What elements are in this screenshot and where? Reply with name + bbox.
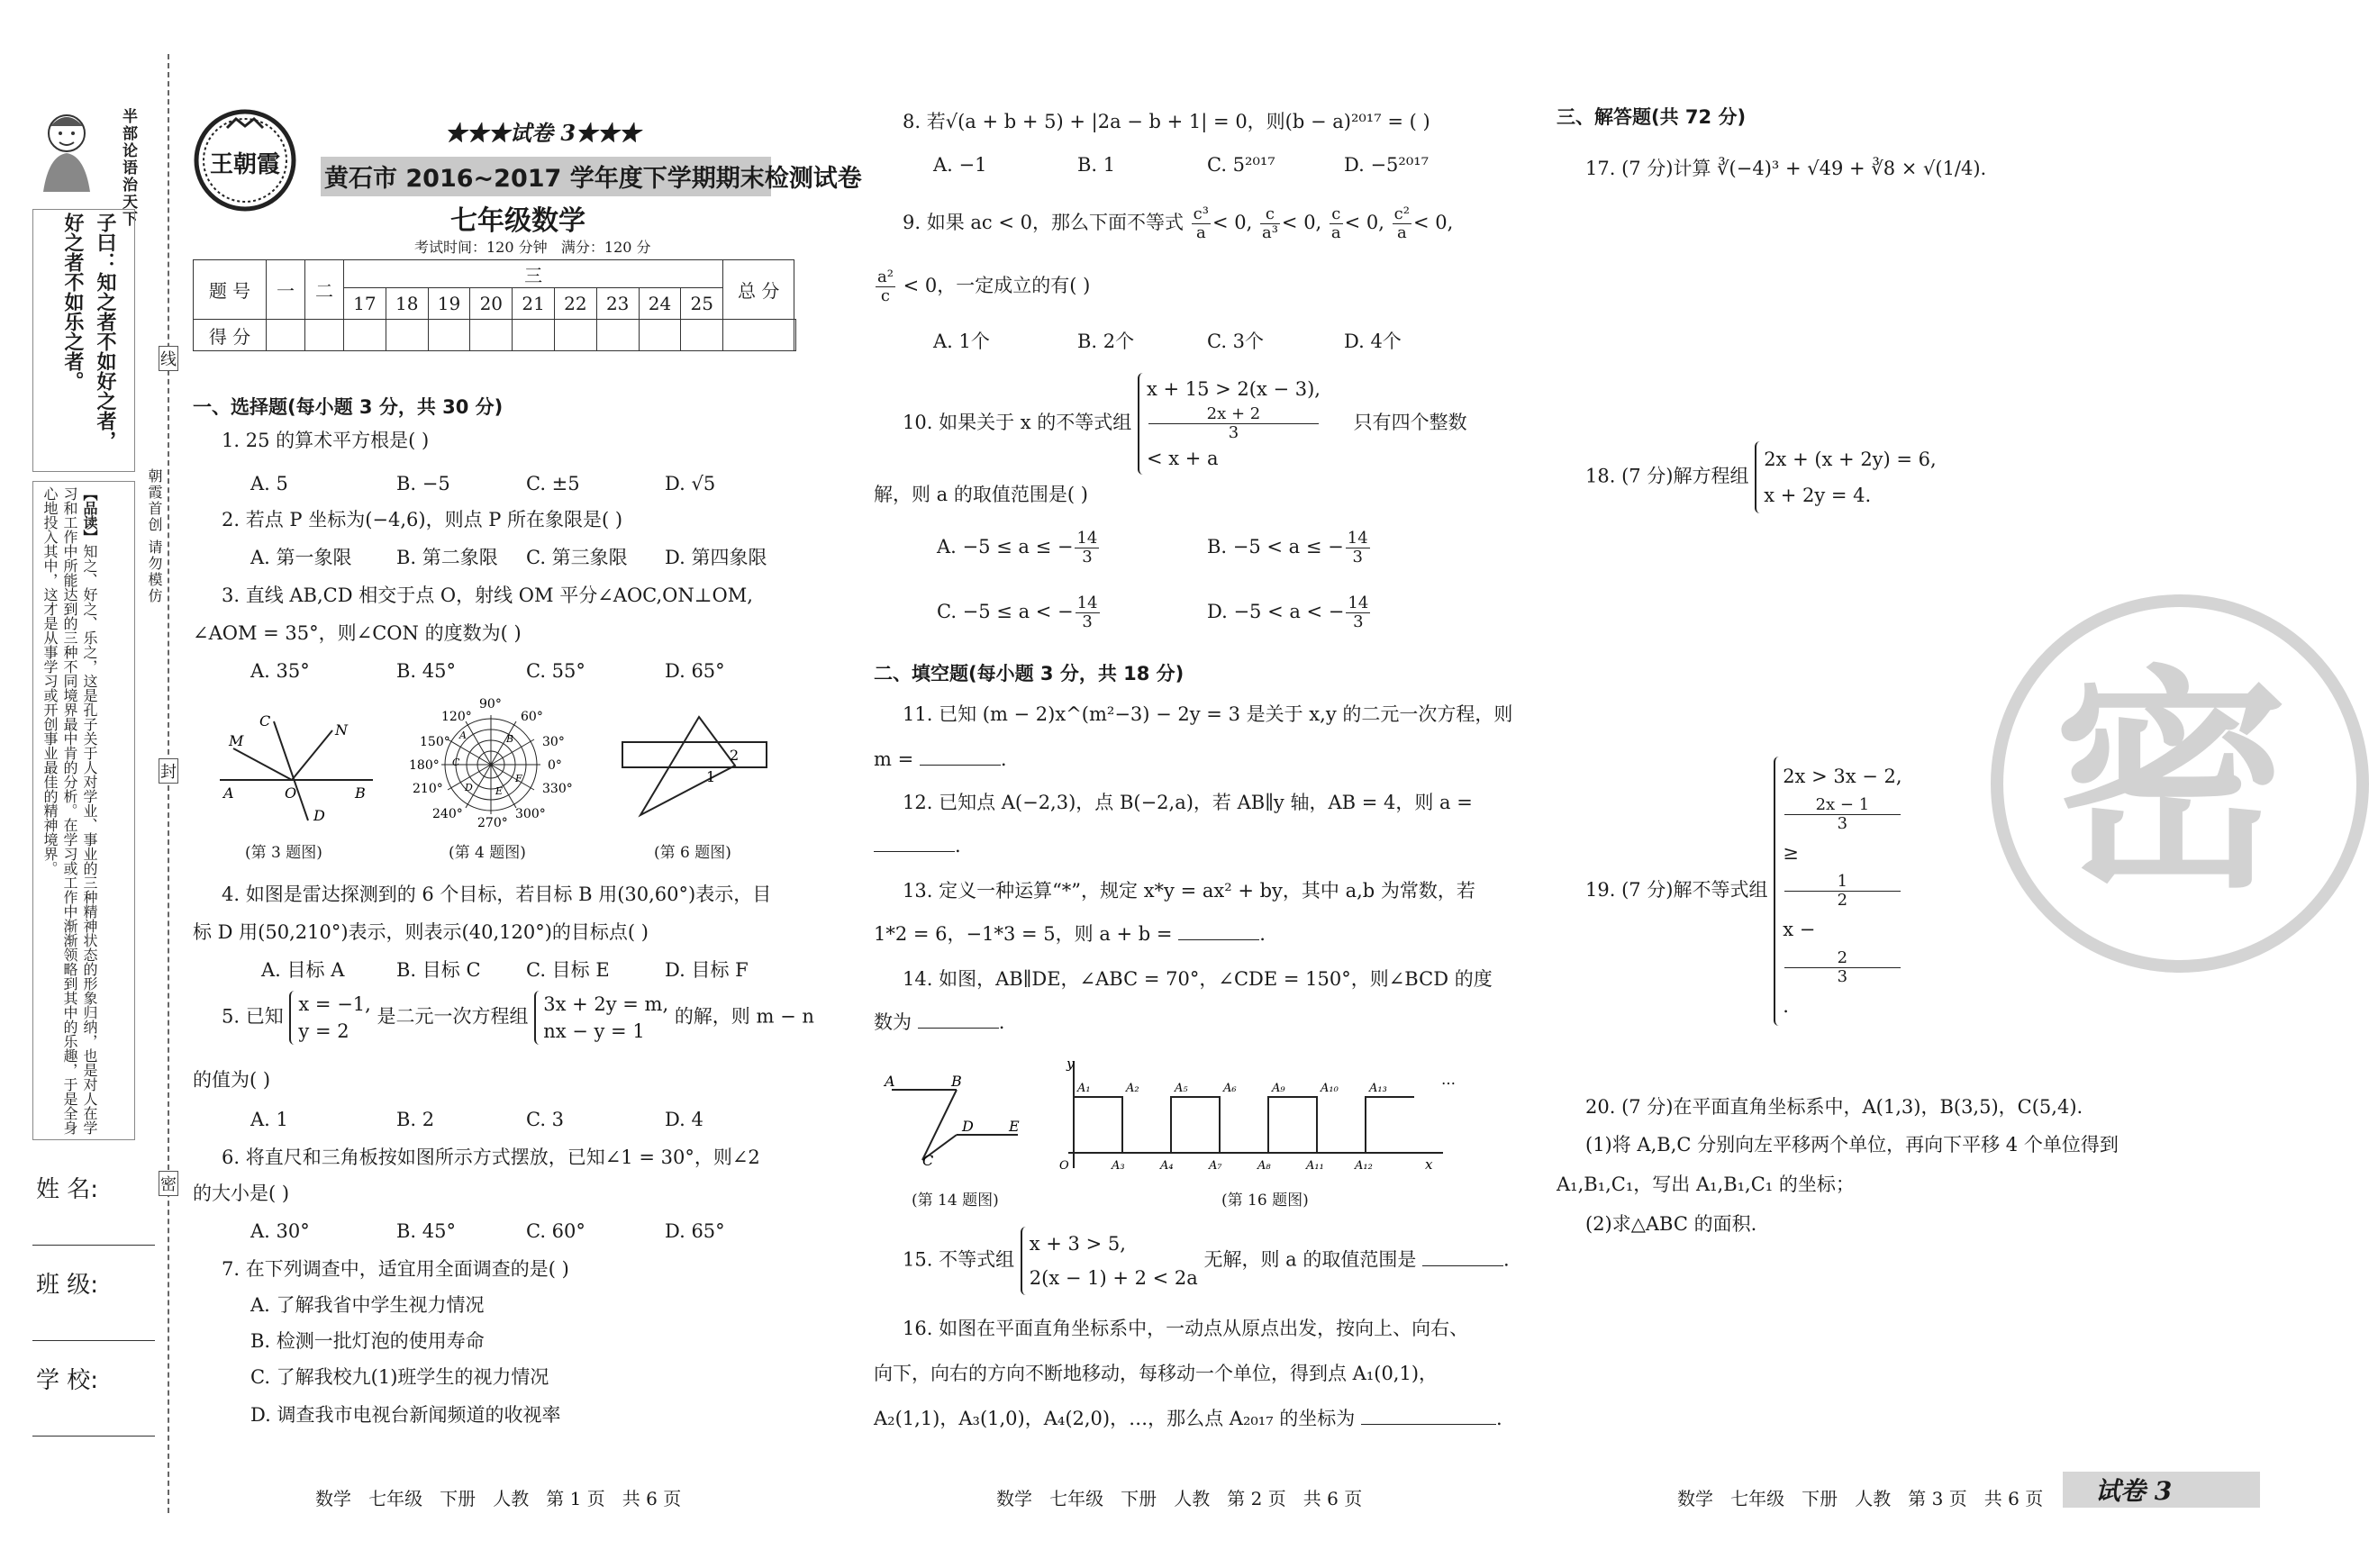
q10-opt-d: D. −5 < a < − $\frac{14}{3}$ — [1207, 594, 1369, 631]
fig4-label: 210° — [413, 782, 443, 796]
fig3-label: D — [313, 807, 325, 824]
footer-page-1: 数学 七年级 下册 人教 第 1 页 共 6 页 — [315, 1488, 682, 1509]
q3-opt-b: B. 45° — [396, 660, 457, 682]
q8-opt-b: B. 1 — [1077, 154, 1116, 176]
q6-opt-a: A. 30° — [250, 1220, 310, 1242]
q9-line1 — [903, 202, 1453, 243]
q5 — [222, 991, 814, 1045]
q7-opt-c: C. 了解我校九(1)班学生的视力情况 — [250, 1366, 549, 1388]
fig4-target: E — [495, 785, 504, 797]
q4-line2: 标 D 用(50,210°)表示，则表示(40,120°)的目标点( ) — [193, 921, 649, 943]
q9-lt: < 0, — [1412, 212, 1454, 233]
q12-line2: . — [874, 832, 961, 859]
seal-char-mi: 密 — [159, 1171, 178, 1196]
q5-pre: 5. 已知 — [222, 1005, 284, 1028]
q11-line1: 11. 已知 (m − 2)x^(m²−3) − 2y = 3 是关于 x,y 的二元一次方程，则 — [903, 703, 1513, 725]
score-table — [193, 259, 796, 351]
fig4-label: 330° — [542, 782, 573, 796]
q11-answer-blank[interactable] — [920, 748, 1001, 766]
q9-lt: < 0, — [1281, 212, 1322, 233]
q9-pre: 9. 如果 ac < 0，那么下面不等式 — [903, 212, 1184, 233]
q18-pre: 18. (7 分)解方程组 — [1585, 465, 1749, 487]
fig16-top-label: A₅ — [1175, 1082, 1188, 1095]
fig16-caption: (第 16 题图) — [1221, 1192, 1309, 1210]
q1-opt-a: A. 5 — [250, 473, 288, 494]
fig14-label: C — [922, 1152, 934, 1169]
q9-opt-a: A. 1个 — [933, 331, 990, 352]
q9-post: < 0，一定成立的有( ) — [903, 275, 1091, 296]
q1-opt-b: B. −5 — [396, 473, 450, 494]
score-cell[interactable] — [305, 320, 344, 351]
class-label: 班 级: — [36, 1272, 99, 1299]
quote-text: 子曰：知之者不如好之者，好之者不如乐之者。 — [61, 213, 116, 450]
section1-title: 一、选择题(每小题 3 分，共 30 分) — [193, 396, 504, 418]
brand-note: 朝霞首创 请勿模仿 — [146, 468, 163, 605]
q12-line1: 12. 已知点 A(−2,3)，点 B(−2,a)，若 AB∥y 轴，AB = 4，则 a = — [903, 792, 1473, 813]
school-line[interactable] — [32, 1436, 155, 1437]
fig14-label: B — [951, 1073, 962, 1090]
fig4-target: C — [452, 757, 460, 768]
fig16-axis: y — [1067, 1056, 1075, 1072]
q9-frac: $\frac{c}{a}$ — [1330, 204, 1341, 242]
q13-line2: 1*2 = 6，−1*3 = 5，则 a + b = . — [874, 923, 1266, 945]
q14-line1: 14. 如图，AB∥DE，∠ABC = 70°，∠CDE = 150°，则∠BCD 的度 — [903, 968, 1493, 990]
brand-logo-text: 王朝霞 — [209, 151, 280, 178]
q5-mid: 是二元一次方程组 — [377, 1005, 529, 1028]
q5-system-2: 3x + 2y = m, nx − y = 1 — [534, 991, 668, 1045]
fig4-label: 180° — [409, 758, 440, 773]
q15: 15. 不等式组 x + 3 > 5, 2(x − 1) + 2 < 2a 无解，则 a 的取值范围是 . — [903, 1227, 1510, 1295]
q15-answer-blank[interactable] — [1422, 1249, 1503, 1266]
fig16-top-label: A₁ — [1077, 1082, 1091, 1095]
fig16-top-label: A₉ — [1272, 1082, 1285, 1095]
fig4-label: 60° — [521, 710, 543, 724]
school-label: 学 校: — [36, 1367, 99, 1394]
q7-opt-d: D. 调查我市电视台新闻频道的收视率 — [250, 1404, 561, 1426]
col-three: 三 — [344, 260, 723, 288]
fig16-bottom-label: A₇ — [1209, 1159, 1222, 1173]
q9-frac: $\frac{\text{c³}}{a}$ — [1193, 204, 1209, 242]
fig4-label: 240° — [432, 807, 463, 821]
q2-opt-c: C. 第三象限 — [526, 547, 628, 568]
q9-lt: < 0, — [1344, 212, 1384, 233]
q3-line1: 3. 直线 AB,CD 相交于点 O，射线 OM 平分∠AOC,ON⊥OM, — [222, 585, 753, 606]
fig3-label: A — [223, 784, 234, 802]
q10-system: x + 15 > 2(x − 3), 2x + 2 3 < x + a — [1138, 373, 1321, 475]
q3-opt-c: C. 55° — [526, 660, 585, 682]
sub-col: 21 — [513, 288, 555, 320]
q2: 2. 若点 P 坐标为(−4,6)，则点 P 所在象限是( ) — [222, 509, 623, 530]
col-two: 二 — [305, 260, 344, 320]
score-cell[interactable] — [344, 320, 386, 351]
fig6-label: 1 — [706, 768, 716, 785]
q9-opt-d: D. 4个 — [1344, 331, 1402, 352]
q8-opt-a: A. −1 — [933, 154, 987, 176]
q16-line1: 16. 如图在平面直角坐标系中，一动点从原点出发，按向上、向右、 — [903, 1318, 1469, 1339]
q6-opt-d: D. 65° — [665, 1220, 725, 1242]
fig4-target: A — [459, 730, 467, 741]
sub-col: 24 — [639, 288, 681, 320]
fig3-label: B — [355, 784, 366, 802]
fig6-label: 2 — [730, 747, 740, 764]
fig4-target: B — [506, 733, 514, 745]
q20-line2: (1)将 A,B,C 分别向左平移两个单位，再向下平移 4 个单位得到 — [1585, 1134, 2119, 1156]
q18-system: 2x + (x + 2y) = 6, x + 2y = 4. — [1755, 441, 1937, 513]
q10-post: 只有四个整数 — [1353, 412, 1467, 433]
sub-col: 17 — [344, 288, 386, 320]
q20-line4: (2)求△ABC 的面积. — [1585, 1213, 1757, 1235]
q9-frac: $\frac{\text{a²}}{c}$ — [877, 267, 894, 305]
q19-pre: 19. (7 分)解不等式组 — [1585, 879, 1768, 901]
sub-col: 23 — [596, 288, 639, 320]
fig4-target: D — [465, 782, 473, 793]
q6-opt-b: B. 45° — [396, 1220, 457, 1242]
paper-tag: ★★★试卷 3★★★ — [445, 120, 641, 146]
fig6-caption: (第 6 题图) — [654, 844, 731, 862]
class-line[interactable] — [32, 1340, 155, 1341]
q7-opt-a: A. 了解我省中学生视力情况 — [250, 1294, 485, 1316]
figure-14 — [883, 1070, 1036, 1169]
q9-frac: $\frac{\text{c²}}{a}$ — [1393, 204, 1410, 242]
q20-line1: 20. (7 分)在平面直角坐标系中，A(1,3)，B(3,5)，C(5,4). — [1585, 1096, 2083, 1118]
q10-opt-c: C. −5 ≤ a < − $\frac{14}{3}$ — [937, 594, 1098, 631]
q15-system: x + 3 > 5, 2(x − 1) + 2 < 2a — [1021, 1227, 1198, 1295]
q9-opt-c: C. 3个 — [1207, 331, 1265, 352]
sub-col: 22 — [554, 288, 596, 320]
score-cell[interactable] — [267, 320, 305, 351]
fig16-bottom-label: A₁₂ — [1355, 1159, 1373, 1173]
fig3-caption: (第 3 题图) — [245, 844, 322, 862]
row-label-number: 题 号 — [194, 260, 267, 320]
q6-line1: 6. 将直尺和三角板按如图所示方式摆放，已知∠1 = 30°，则∠2 — [222, 1147, 760, 1168]
q3-opt-a: A. 35° — [250, 660, 310, 682]
fig4-label: 0° — [548, 758, 562, 773]
fig14-label: D — [962, 1118, 974, 1135]
q19 — [1585, 757, 1902, 1026]
exam-title: 黄石市 2016~2017 学年度下学期期末检测试卷 — [324, 165, 862, 193]
q5-opt-c: C. 3 — [526, 1109, 565, 1130]
score-cell[interactable] — [681, 320, 723, 351]
score-cell[interactable] — [386, 320, 428, 351]
sub-col: 20 — [470, 288, 513, 320]
sub-col: 19 — [428, 288, 470, 320]
fig16-bottom-label: A₁₁ — [1306, 1159, 1324, 1173]
fig4-label: 90° — [479, 697, 502, 711]
q10-opt-a: A. −5 ≤ a ≤ − $\frac{14}{3}$ — [937, 529, 1098, 566]
q13-answer-blank[interactable] — [1178, 923, 1259, 940]
score-cell[interactable] — [513, 320, 555, 351]
q17: 17. (7 分)计算 ∛(−4)³ + √49 + ∛8 × √(1/4). — [1585, 158, 1987, 179]
score-cell[interactable] — [596, 320, 639, 351]
exam-info: 考试时间：120 分钟 满分：120 分 — [414, 239, 651, 256]
fig14-caption: (第 14 题图) — [912, 1192, 999, 1210]
fig3-label: M — [229, 732, 244, 749]
score-cell[interactable] — [794, 320, 796, 351]
fig16-top-label: A₁₃ — [1369, 1082, 1387, 1095]
section3-title: 三、解答题(共 72 分) — [1557, 106, 1747, 128]
motto-top: 半部论语治天下 — [119, 108, 137, 228]
q11-line2: m = . — [874, 748, 1007, 770]
q2-opt-d: D. 第四象限 — [665, 547, 767, 568]
fig16-axis: x — [1425, 1156, 1433, 1173]
q8: 8. 若√(a + b + 5) + |2a − b + 1| = 0，则(b − a)²⁰¹⁷ = ( ) — [903, 111, 1430, 132]
q16-line3: A₂(1,1)，A₃(1,0)，A₄(2,0)，…，那么点 A₂₀₁₇ 的坐标为 . — [874, 1408, 1502, 1429]
reading-label: 【品读】 — [81, 486, 98, 544]
q9-line2 — [874, 265, 1090, 306]
q5-line2: 的值为( ) — [193, 1069, 271, 1091]
q1-opt-c: C. ±5 — [526, 473, 580, 494]
confucius-illustration — [31, 106, 103, 196]
q6-line2: 的大小是( ) — [193, 1183, 290, 1204]
fig16-bottom-label: A₃ — [1112, 1159, 1125, 1173]
figure-6 — [618, 711, 771, 820]
footer-page-3: 数学 七年级 下册 人教 第 3 页 共 6 页 — [1677, 1488, 2044, 1509]
q7-opt-b: B. 检测一批灯泡的使用寿命 — [250, 1330, 485, 1352]
fig16-bottom-label: A₄ — [1160, 1159, 1174, 1173]
score-cell[interactable] — [554, 320, 596, 351]
q16-line2: 向下，向右的方向不断地移动，每移动一个单位，得到点 A₁(0,1)， — [874, 1363, 1439, 1384]
fig4-label: 150° — [420, 735, 450, 749]
q3-line2: ∠AOM = 35°，则∠CON 的度数为( ) — [193, 622, 522, 644]
seal-char-feng: 封 — [159, 758, 178, 784]
q18 — [1585, 441, 1937, 513]
q8-opt-c: C. 5²⁰¹⁷ — [1207, 154, 1275, 176]
seal-char-xian: 线 — [159, 346, 178, 371]
q10-line2: 解，则 a 的取值范围是( ) — [874, 484, 1088, 505]
fig16-top-label: A₁₀ — [1321, 1082, 1339, 1095]
q3-opt-d: D. 65° — [665, 660, 725, 682]
fig3-label: O — [285, 784, 297, 802]
fig4-target: F — [515, 773, 522, 784]
name-label: 姓 名: — [36, 1176, 99, 1203]
q14-line2: 数为 . — [874, 1011, 1005, 1033]
score-cell[interactable] — [639, 320, 681, 351]
fig14-label: E — [1009, 1118, 1020, 1135]
col-one: 一 — [267, 260, 305, 320]
q16-answer-blank[interactable] — [1361, 1408, 1496, 1425]
q5-system-1: x = −1, y = 2 — [289, 991, 370, 1045]
col-total: 总 分 — [723, 260, 794, 320]
q5-opt-b: B. 2 — [396, 1109, 435, 1130]
figure-16 — [1056, 1056, 1461, 1173]
q12-answer-blank[interactable] — [874, 835, 955, 852]
q5-post: 的解，则 m − n — [674, 1005, 814, 1028]
score-cell[interactable] — [428, 320, 470, 351]
q5-opt-d: D. 4 — [665, 1109, 703, 1130]
q10-pre: 10. 如果关于 x 的不等式组 — [903, 412, 1132, 433]
q4-opt-b: B. 目标 C — [396, 959, 481, 981]
row-label-score: 得 分 — [194, 320, 267, 351]
q7: 7. 在下列调查中，适宜用全面调查的是( ) — [222, 1258, 569, 1280]
confidential-seal-char: 密 — [2054, 648, 2288, 920]
score-cell[interactable] — [470, 320, 513, 351]
q2-opt-a: A. 第一象限 — [250, 547, 352, 568]
q20-line3: A₁,B₁,C₁，写出 A₁,B₁,C₁ 的坐标； — [1557, 1174, 1855, 1195]
fig4-label: 270° — [477, 816, 508, 830]
q2-opt-b: B. 第二象限 — [396, 547, 498, 568]
q9-lt: < 0, — [1212, 212, 1253, 233]
q6-opt-c: C. 60° — [526, 1220, 585, 1242]
fig16-bottom-label: O — [1059, 1159, 1069, 1173]
fig14-label: A — [885, 1073, 895, 1090]
fig4-label: 300° — [515, 807, 546, 821]
q1: 1. 25 的算术平方根是( ) — [222, 430, 430, 451]
figure-4 — [405, 695, 576, 830]
q10 — [903, 373, 1467, 475]
reading-text — [40, 486, 99, 1135]
seal-line — [168, 54, 169, 1513]
footer-paper-tag: 试卷 3 — [2095, 1476, 2173, 1506]
fig16-ellipsis: … — [1441, 1071, 1456, 1088]
q15-post: 无解，则 a 的取值范围是 — [1203, 1248, 1417, 1271]
section2-title: 二、填空题(每小题 3 分，共 18 分) — [874, 663, 1184, 684]
fig16-top-label: A₆ — [1223, 1082, 1237, 1095]
subject-title: 七年级数学 — [450, 205, 585, 237]
q15-pre: 15. 不等式组 — [903, 1248, 1015, 1271]
q4-opt-a: A. 目标 A — [261, 959, 345, 981]
q5-opt-a: A. 1 — [250, 1109, 288, 1130]
q4-opt-c: C. 目标 E — [526, 959, 610, 981]
fig16-bottom-label: A₈ — [1257, 1159, 1271, 1173]
footer-page-2: 数学 七年级 下册 人教 第 2 页 共 6 页 — [996, 1488, 1363, 1509]
reading-body: 知之、好之、乐之，这是孔子关于人对学业、事业的三种精神状态的形象归纳，也是对人在学习和工作中所能达到的三种不同境界最中肯的分析。在学习或工作中渐渐领略到其中的乐趣，于是全身心地投入其中，这才是从事学习或开创事业最佳的精神境界。 — [41, 486, 98, 1135]
q9-opt-b: B. 2个 — [1077, 331, 1135, 352]
sub-col: 25 — [681, 288, 723, 320]
q8-opt-d: D. −5²⁰¹⁷ — [1344, 154, 1430, 176]
fig4-label: 30° — [542, 735, 565, 749]
fig4-label: 120° — [441, 710, 472, 724]
q1-opt-d: D. √5 — [665, 473, 716, 494]
q4-opt-d: D. 目标 F — [665, 959, 749, 981]
q13-line1: 13. 定义一种运算“*”，规定 x*y = ax² + by，其中 a,b 为常数，若 — [903, 880, 1475, 902]
fig4-caption: (第 4 题图) — [449, 844, 526, 862]
q19-system: 2x > 3x − 2, 2x − 1 3 ≥ 1 2 x − 2 3 . — [1774, 757, 1902, 1026]
score-cell[interactable] — [723, 320, 794, 351]
sub-col: 18 — [386, 288, 428, 320]
figure-3 — [220, 708, 373, 825]
fig3-label: C — [259, 712, 271, 730]
fig3-label: N — [335, 721, 348, 739]
q9-frac: $\frac{c}{\text{a³}}$ — [1261, 204, 1278, 242]
q10-opt-b: B. −5 < a ≤ − $\frac{14}{3}$ — [1207, 529, 1368, 566]
q4-line1: 4. 如图是雷达探测到的 6 个目标，若目标 B 用(30,60°)表示，目 — [222, 884, 772, 905]
fig16-top-label: A₂ — [1126, 1082, 1139, 1095]
q14-answer-blank[interactable] — [918, 1011, 999, 1029]
name-line[interactable] — [32, 1245, 155, 1246]
